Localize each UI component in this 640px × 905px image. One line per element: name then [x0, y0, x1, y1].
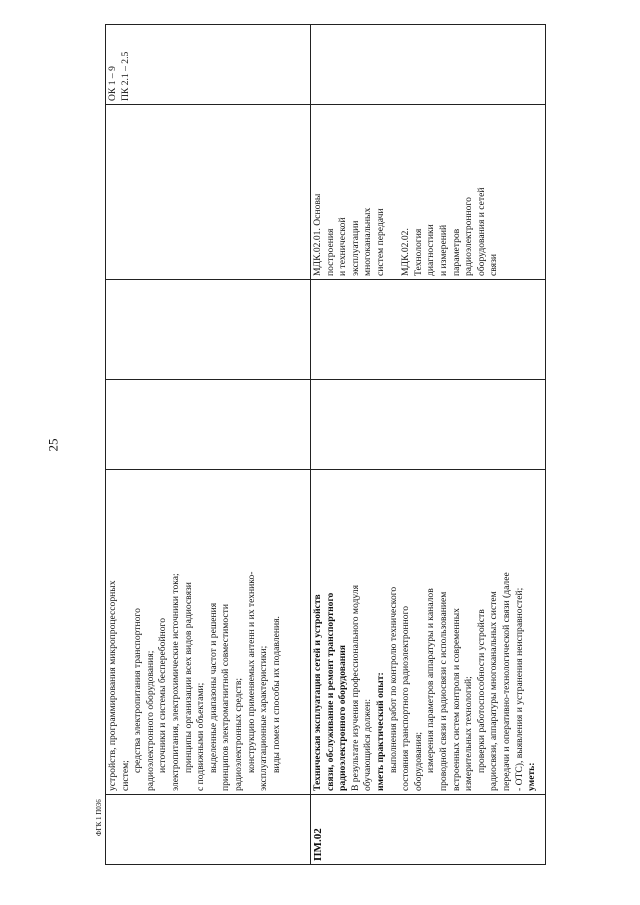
- mdk-line: и измерений: [437, 224, 449, 276]
- content-line: встроенных систем контроля и современных: [450, 608, 462, 791]
- module-content-cell: [106, 470, 311, 795]
- content-line: измерительных технологий;: [463, 676, 475, 791]
- content-line: связи, обслуживание и ремонт транспортного: [324, 592, 336, 791]
- content-line: систем;: [119, 760, 131, 791]
- content-line: источники и системы бесперебойного: [157, 617, 169, 773]
- content-line: оборудования;: [412, 731, 424, 791]
- mdk-line: связи: [488, 254, 500, 276]
- mdk-line: диагностики: [425, 224, 437, 276]
- mdk-cell: [311, 105, 546, 280]
- count-cell: [311, 280, 546, 380]
- content-line: с подвижными объектами;: [195, 682, 207, 791]
- content-line: принципов электромагнитной совместимости: [220, 604, 232, 791]
- content-line: выполнения работ по контролю технического: [387, 586, 399, 773]
- content-line: уметь:: [526, 762, 538, 791]
- hours-cell: [106, 380, 311, 470]
- content-line: - ОТС), выявления и устранения неисправностей;: [513, 587, 525, 791]
- mdk-line: радиоэлектронного: [463, 197, 475, 276]
- module-code: ПМ.02: [312, 828, 324, 861]
- competency-line: ОК 1 – 9: [107, 66, 118, 101]
- mdk-line: эксплуатации: [349, 220, 361, 276]
- curriculum-table-block: [105, 25, 545, 865]
- module-content-cell: [311, 470, 546, 795]
- content-line: В результате изучения профессионального модуля: [349, 585, 361, 791]
- content-line: измерения параметров аппаратуры и каналов: [425, 588, 437, 773]
- content-line: состояния транспортного радиоэлектронного: [400, 605, 412, 791]
- content-line: конструкцию применяемых антенн и их технико-: [245, 571, 257, 773]
- content-line: радиоэлектронного оборудования: [337, 645, 349, 791]
- content-line: выделенные диапазоны частот и решения: [207, 602, 219, 773]
- competencies-cell: [311, 25, 546, 105]
- mdk-line: оборудования и сетей: [475, 187, 487, 276]
- mdk-line: МДК.02.02.: [400, 228, 412, 276]
- table-row-bottom: [311, 25, 546, 865]
- mdk-line: систем передачи: [374, 208, 386, 276]
- mdk-line: построения: [324, 228, 336, 276]
- count-cell: [106, 280, 311, 380]
- content-line: средства электропитания транспортного: [132, 608, 144, 773]
- mdk-line: и технической: [337, 217, 349, 276]
- module-code-cell: [106, 795, 311, 865]
- content-line: иметь практический опыт:: [374, 672, 386, 791]
- content-line: обучающийся должен:: [362, 699, 374, 791]
- mdk-line: Технология: [412, 228, 424, 276]
- mdk-line: МДК.02.01. Основы: [312, 193, 323, 276]
- content-line: принципы организации всех видов радиосвязи: [182, 582, 194, 773]
- competency-line: ПК 2.1 – 2.5: [119, 51, 131, 101]
- mdk-line: параметров: [450, 228, 462, 276]
- content-line: Техническая эксплуатация сетей и устройств: [312, 594, 323, 791]
- content-line: проводной связи и радиосвязи с использованием: [437, 591, 449, 791]
- mdk-cell: [106, 105, 311, 280]
- content-line: устройств, программирования микропроцессорных: [107, 580, 118, 791]
- mdk-line: [388, 108, 401, 276]
- content-line: передачи и оперативно-технологической связи (далее: [500, 572, 512, 791]
- content-line: проверки работоспособности устройств: [475, 609, 487, 773]
- content-line: радиоэлектронного оборудования;: [144, 650, 156, 791]
- hours-cell: [311, 380, 546, 470]
- page-number: 25: [45, 438, 61, 452]
- table-row-top: [106, 25, 311, 865]
- content-line: радиосвязи, аппаратуры многоканальных систем: [488, 591, 500, 791]
- module-code-cell: [311, 795, 546, 865]
- competencies-cell: [106, 25, 311, 105]
- content-line: электропитания, электрохимические источники тока;: [169, 573, 181, 791]
- curriculum-table: [105, 24, 546, 865]
- mdk-line: многоканальных: [362, 207, 374, 276]
- footer-code: ФГК 1 П036: [95, 799, 103, 836]
- content-line: радиоэлектронных средств;: [232, 677, 244, 791]
- content-line: виды помех и способы их подавления.: [270, 616, 282, 773]
- content-line: эксплуатационные характеристики;: [258, 645, 270, 791]
